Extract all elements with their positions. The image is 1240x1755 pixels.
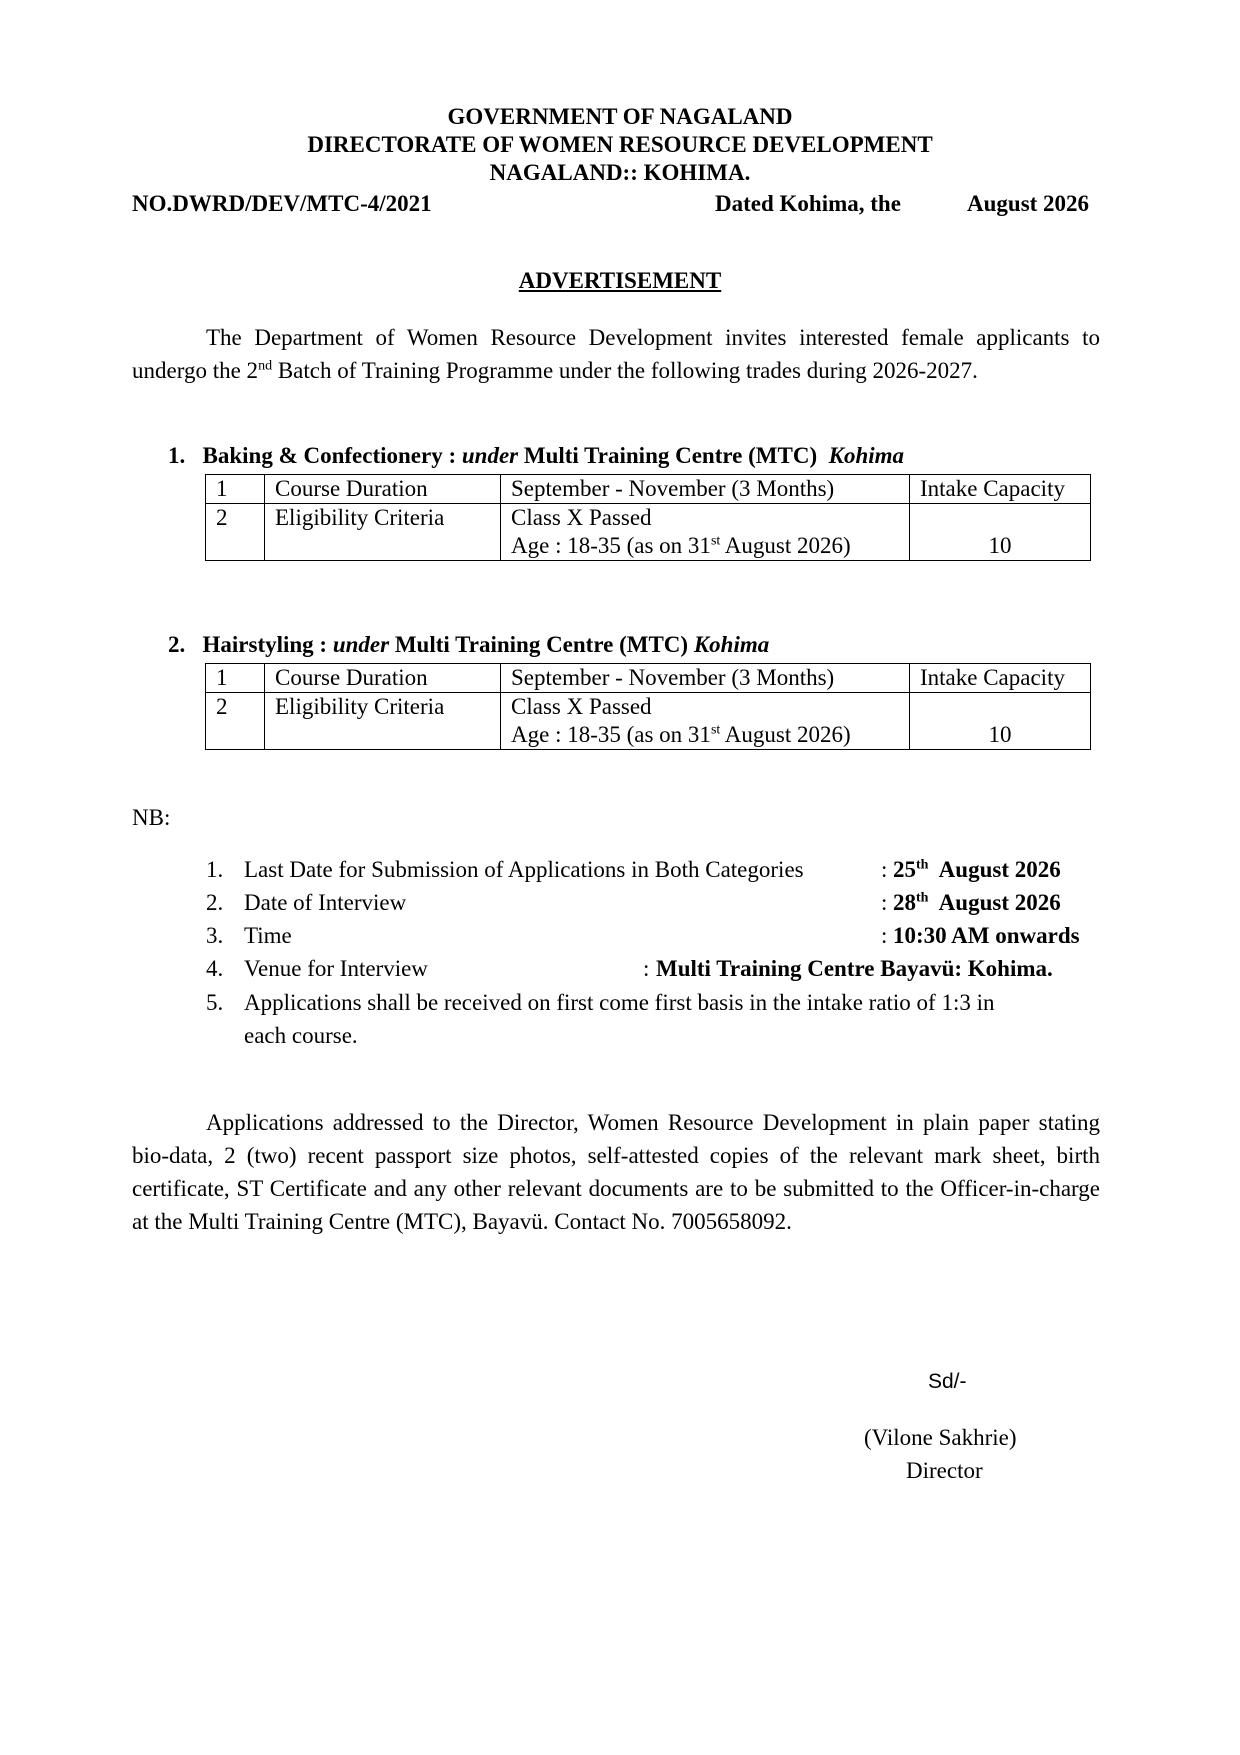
nb-item-text: Last Date for Submission of Applications in Both Categories <box>244 857 804 882</box>
row-label: Eligibility Criteria <box>265 504 501 561</box>
course-2-heading <box>168 632 769 658</box>
intake-capacity-label: Intake Capacity <box>910 664 1091 693</box>
age-superscript: st <box>710 722 721 738</box>
course-1-place: Kohima <box>828 443 905 468</box>
row-value <box>501 693 910 750</box>
nb-item-text: Venue for Interview <box>244 956 428 981</box>
dated-label: Dated Kohima, the <box>715 191 901 216</box>
table-row <box>206 664 1091 693</box>
date-day: 28 <box>893 890 916 915</box>
course-2-place: Kohima <box>693 632 770 657</box>
course-1-name: Baking & Confectionery : <box>202 443 457 468</box>
course-1-under: under <box>461 443 519 468</box>
age-text: Age : 18-35 (as on 31 <box>511 533 711 558</box>
course-2-centre: Multi Training Centre (MTC) <box>394 632 689 657</box>
signed-mark: Sd/- <box>928 1370 967 1393</box>
table-row <box>206 475 1091 504</box>
nb-item-separator: : <box>881 857 888 882</box>
advertisement-title: ADVERTISEMENT <box>518 268 722 293</box>
age-date: August 2026) <box>720 722 851 747</box>
nb-item-separator: : <box>881 923 888 948</box>
eligibility-age <box>511 721 909 749</box>
row-number: 1 <box>206 475 265 504</box>
intro-superscript: nd <box>258 358 273 374</box>
nb-item-separator: : <box>881 890 888 915</box>
nb-item-value <box>893 890 1061 916</box>
nb-item-number: 3. <box>206 923 224 948</box>
table-row <box>206 504 1091 561</box>
reference-number: NO.DWRD/DEV/MTC-4/2021 <box>132 191 432 216</box>
intro-paragraph <box>132 321 1100 387</box>
signatory-name: (Vilone Sakhrie) <box>864 1425 1017 1450</box>
date-superscript: th <box>916 890 929 906</box>
course-2-table <box>205 663 1091 750</box>
nb-item-number: 5. <box>206 990 224 1015</box>
row-label: Course Duration <box>265 664 501 693</box>
nb-item-value: 10:30 AM onwards <box>893 923 1080 948</box>
intro-text-part1: The Department of Women Resource Development invites interested female applicants to undergo the 2 <box>132 325 1100 383</box>
signatory-designation: Director <box>906 1458 983 1483</box>
eligibility-age <box>511 532 909 560</box>
closing-paragraph <box>132 1106 1100 1238</box>
course-1-centre: Multi Training Centre (MTC) <box>523 443 818 468</box>
row-value: September - November (3 Months) <box>501 664 910 693</box>
nb-item-value: Multi Training Centre Bayavü: Kohima. <box>656 956 1053 981</box>
nb-item-number: 1. <box>206 857 224 882</box>
row-number: 1 <box>206 664 265 693</box>
row-value: September - November (3 Months) <box>501 475 910 504</box>
closing-text: Applications addressed to the Director, Women Resource Development in plain paper stating bio-data, 2 (two) recent passport size photos, self-attested copies of the relevant mark sheet, birth certificate, ST Certificate and any other relevant documents are to be submitted to the Officer-in-charge at the Multi Training Centre (MTC), Bayavü. Contact No. 7005658092. <box>132 1110 1100 1234</box>
row-label: Course Duration <box>265 475 501 504</box>
nb-item-text-continued: each course. <box>244 1023 358 1048</box>
nb-item-text: Date of Interview <box>244 890 407 915</box>
nb-item-text: Applications shall be received on first come first basis in the intake ratio of 1:3 in <box>244 990 995 1015</box>
course-2-under: under <box>332 632 390 657</box>
eligibility-class: Class X Passed <box>511 694 652 719</box>
dated-value: August 2026 <box>967 191 1090 216</box>
header-location: NAGALAND:: KOHIMA. <box>489 160 751 185</box>
course-1-heading <box>168 443 904 469</box>
course-2-name: Hairstyling : <box>202 632 328 657</box>
date-month: August 2026 <box>928 857 1061 882</box>
eligibility-class: Class X Passed <box>511 505 652 530</box>
course-2-number: 2. <box>168 632 186 657</box>
age-date: August 2026) <box>720 533 851 558</box>
date-day: 25 <box>893 857 916 882</box>
nb-item-number: 4. <box>206 956 224 981</box>
nb-item-separator: : <box>643 956 650 981</box>
row-label: Eligibility Criteria <box>265 693 501 750</box>
course-1-table <box>205 474 1091 561</box>
nb-label: NB: <box>132 805 171 830</box>
row-value <box>501 504 910 561</box>
course-1-number: 1. <box>168 443 186 468</box>
date-superscript: th <box>916 857 929 873</box>
nb-item-value <box>893 857 1061 883</box>
intake-capacity-label: Intake Capacity <box>910 475 1091 504</box>
header-directorate: DIRECTORATE OF WOMEN RESOURCE DEVELOPMENT <box>307 132 933 157</box>
age-superscript: st <box>710 533 721 549</box>
intake-capacity-value: 10 <box>910 504 1091 561</box>
header-government: GOVERNMENT OF NAGALAND <box>447 104 793 129</box>
intro-text-part2: Batch of Training Programme under the following trades during 2026-2027. <box>272 358 978 383</box>
age-text: Age : 18-35 (as on 31 <box>511 722 711 747</box>
nb-item-text: Time <box>244 923 292 948</box>
intake-capacity-value: 10 <box>910 693 1091 750</box>
nb-item-number: 2. <box>206 890 224 915</box>
date-month: August 2026 <box>928 890 1061 915</box>
table-row <box>206 693 1091 750</box>
row-number: 2 <box>206 693 265 750</box>
row-number: 2 <box>206 504 265 561</box>
